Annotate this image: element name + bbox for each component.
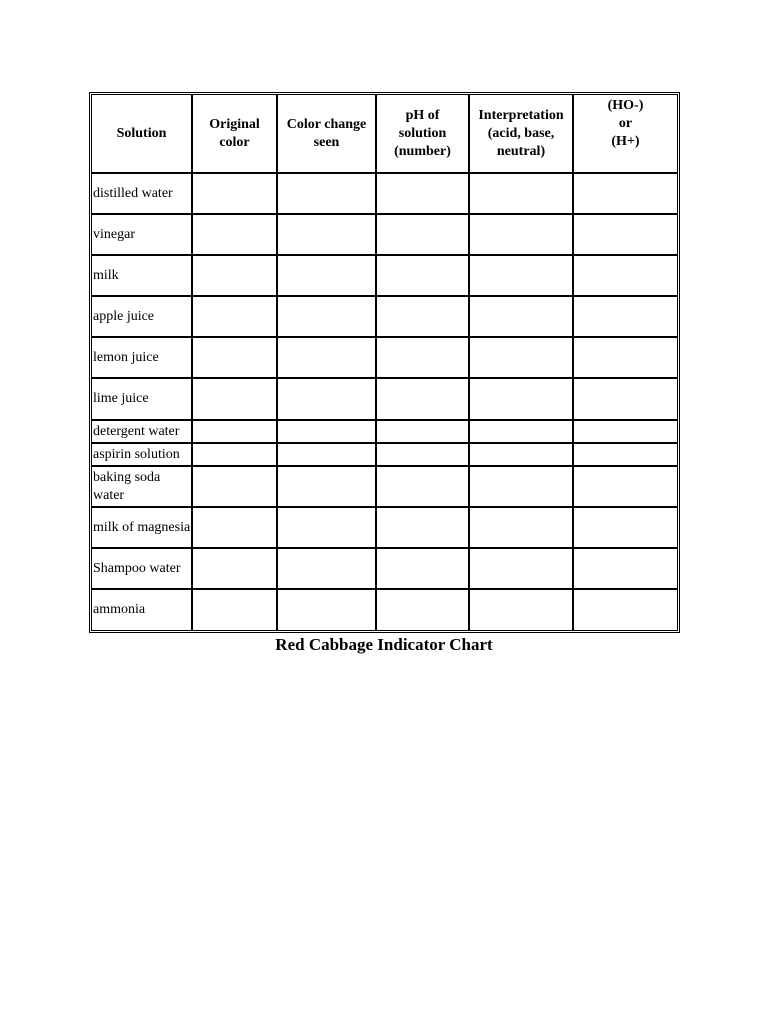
table-row: [92, 255, 677, 296]
ion-cell: [573, 255, 677, 296]
ph-cell: [376, 337, 469, 378]
color-change-cell: [277, 420, 376, 443]
interpretation-cell: [469, 296, 573, 337]
color-change-cell: [277, 466, 376, 507]
original-color-cell: [192, 507, 277, 548]
ph-cell: [376, 507, 469, 548]
color-change-cell: [277, 255, 376, 296]
solution-cell: vinegar: [92, 214, 192, 255]
ph-cell: [376, 173, 469, 214]
original-color-cell: [192, 589, 277, 630]
table-row: [92, 548, 677, 589]
header-interpretation: Interpretation (acid, base, neutral): [469, 95, 573, 173]
color-change-cell: [277, 173, 376, 214]
solution-cell: apple juice: [92, 296, 192, 337]
header-original-color: Original color: [192, 95, 277, 173]
indicator-table: [92, 95, 677, 630]
solution-cell: Shampoo water: [92, 548, 192, 589]
interpretation-cell: [469, 507, 573, 548]
ion-cell: [573, 296, 677, 337]
color-change-cell: [277, 507, 376, 548]
ph-cell: [376, 466, 469, 507]
interpretation-cell: [469, 589, 573, 630]
table-row: [92, 589, 677, 630]
solution-cell: distilled water: [92, 173, 192, 214]
ph-cell: [376, 255, 469, 296]
solution-cell: lemon juice: [92, 337, 192, 378]
header-row: [92, 95, 677, 173]
table-row: [92, 420, 677, 443]
table-row: [92, 296, 677, 337]
table-row: [92, 378, 677, 420]
ph-cell: [376, 378, 469, 420]
interpretation-cell: [469, 548, 573, 589]
indicator-table-frame: [89, 92, 680, 633]
ion-cell: [573, 507, 677, 548]
header-solution: Solution: [92, 95, 192, 173]
ion-cell: [573, 420, 677, 443]
interpretation-cell: [469, 255, 573, 296]
ion-cell: [573, 443, 677, 466]
color-change-cell: [277, 214, 376, 255]
solution-cell: aspirin solution: [92, 443, 192, 466]
color-change-cell: [277, 548, 376, 589]
original-color-cell: [192, 443, 277, 466]
header-ph: pH of solution (number): [376, 95, 469, 173]
original-color-cell: [192, 214, 277, 255]
ph-cell: [376, 420, 469, 443]
table-row: [92, 507, 677, 548]
solution-cell: ammonia: [92, 589, 192, 630]
interpretation-cell: [469, 420, 573, 443]
ion-cell: [573, 173, 677, 214]
ion-cell: [573, 466, 677, 507]
table-row: [92, 466, 677, 507]
solution-cell: detergent water: [92, 420, 192, 443]
ion-cell: [573, 214, 677, 255]
original-color-cell: [192, 466, 277, 507]
header-ion: (HO-) or (H+): [573, 95, 677, 173]
ph-cell: [376, 296, 469, 337]
color-change-cell: [277, 443, 376, 466]
interpretation-cell: [469, 214, 573, 255]
table-row: [92, 443, 677, 466]
interpretation-cell: [469, 466, 573, 507]
original-color-cell: [192, 378, 277, 420]
color-change-cell: [277, 589, 376, 630]
original-color-cell: [192, 255, 277, 296]
table-row: [92, 214, 677, 255]
ion-cell: [573, 378, 677, 420]
interpretation-cell: [469, 173, 573, 214]
ph-cell: [376, 443, 469, 466]
table-caption: Red Cabbage Indicator Chart: [275, 635, 493, 654]
table-row: [92, 173, 677, 214]
color-change-cell: [277, 296, 376, 337]
color-change-cell: [277, 378, 376, 420]
ph-cell: [376, 589, 469, 630]
ion-cell: [573, 548, 677, 589]
solution-cell: milk: [92, 255, 192, 296]
original-color-cell: [192, 548, 277, 589]
ion-cell: [573, 589, 677, 630]
original-color-cell: [192, 296, 277, 337]
interpretation-cell: [469, 378, 573, 420]
solution-cell: milk of magnesia: [92, 507, 192, 548]
table-row: [92, 337, 677, 378]
original-color-cell: [192, 420, 277, 443]
original-color-cell: [192, 173, 277, 214]
original-color-cell: [192, 337, 277, 378]
color-change-cell: [277, 337, 376, 378]
interpretation-cell: [469, 337, 573, 378]
ph-cell: [376, 548, 469, 589]
solution-cell: baking soda water: [92, 466, 192, 507]
interpretation-cell: [469, 443, 573, 466]
ph-cell: [376, 214, 469, 255]
solution-cell: lime juice: [92, 378, 192, 420]
header-color-change: Color change seen: [277, 95, 376, 173]
ion-cell: [573, 337, 677, 378]
